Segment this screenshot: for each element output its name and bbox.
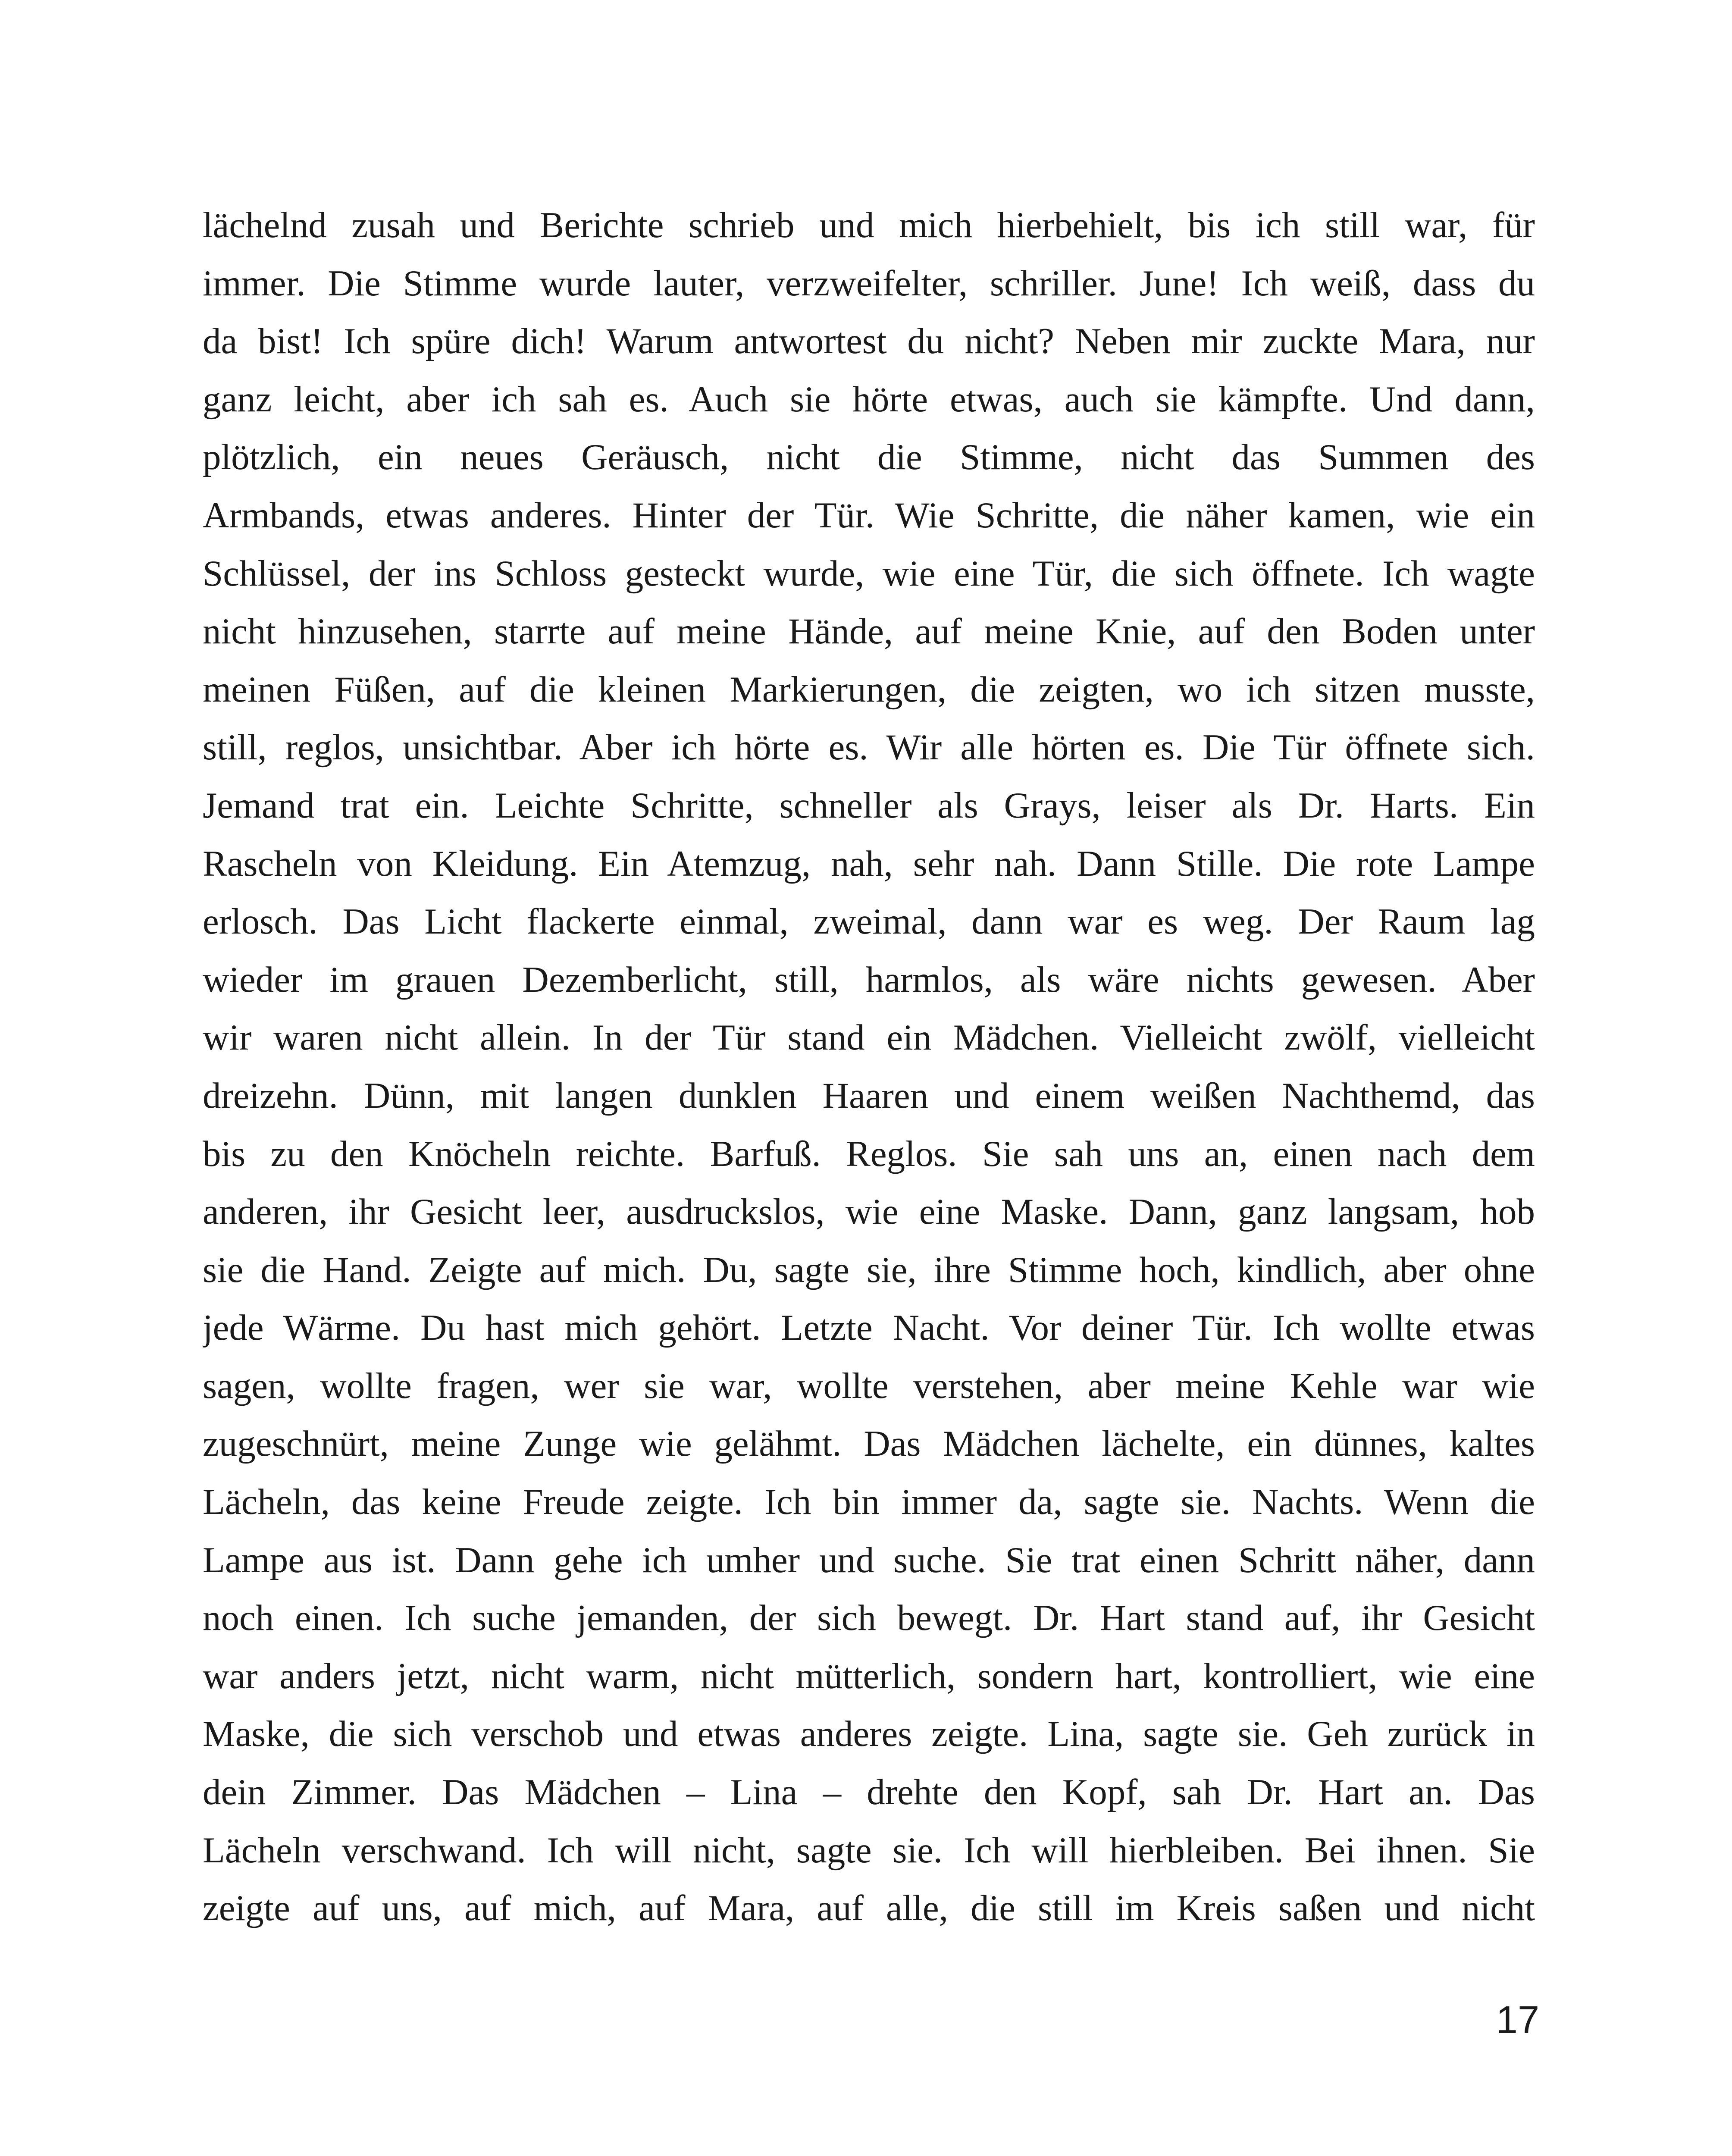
- text-line: ganz leicht, aber ich sah es. Auch sie hörte etwas, auch sie kämpfte. Und dann,: [203, 379, 1535, 420]
- page-number: 17: [1496, 1999, 1539, 2042]
- text-line: dreizehn. Dünn, mit langen dunklen Haaren und einem weißen Nachthemd, das: [203, 1075, 1535, 1116]
- text-line: erlosch. Das Licht flackerte einmal, zweimal, dann war es weg. Der Raum lag: [203, 901, 1535, 942]
- text-line: da bist! Ich spüre dich! Warum antwortest du nicht? Neben mir zuckte Mara, nur: [203, 321, 1535, 362]
- text-line: dein Zimmer. Das Mädchen – Lina – drehte den Kopf, sah Dr. Hart an. Das: [203, 1772, 1535, 1813]
- body-text: [203, 196, 1535, 1937]
- text-line: Lächeln, das keine Freude zeigte. Ich bin immer da, sagte sie. Nachts. Wenn die: [203, 1482, 1535, 1523]
- text-line: zeigte auf uns, auf mich, auf Mara, auf alle, die still im Kreis saßen und nicht: [203, 1888, 1535, 1929]
- text-line: Jemand trat ein. Leichte Schritte, schneller als Grays, leiser als Dr. Harts. Ein: [203, 785, 1535, 826]
- text-line: Lächeln verschwand. Ich will nicht, sagte sie. Ich will hierbleiben. Bei ihnen. Sie: [203, 1830, 1535, 1871]
- text-line: lächelnd zusah und Berichte schrieb und mich hierbehielt, bis ich still war, für: [203, 205, 1535, 245]
- text-line: meinen Füßen, auf die kleinen Markierungen, die zeigten, wo ich sitzen musste,: [203, 669, 1535, 710]
- text-line: Schlüssel, der ins Schloss gesteckt wurde, wie eine Tür, die sich öffnete. Ich wagte: [203, 553, 1535, 594]
- text-line: noch einen. Ich suche jemanden, der sich bewegt. Dr. Hart stand auf, ihr Gesicht: [203, 1598, 1535, 1639]
- text-line: nicht hinzusehen, starrte auf meine Hände, auf meine Knie, auf den Boden unter: [203, 611, 1535, 652]
- text-line: zugeschnürt, meine Zunge wie gelähmt. Das Mädchen lächelte, ein dünnes, kaltes: [203, 1423, 1535, 1464]
- text-line: still, reglos, unsichtbar. Aber ich hörte es. Wir alle hörten es. Die Tür öffnete sich.: [203, 727, 1535, 768]
- text-line: sie die Hand. Zeigte auf mich. Du, sagte sie, ihre Stimme hoch, kindlich, aber ohne: [203, 1249, 1535, 1290]
- text-line: plötzlich, ein neues Geräusch, nicht die Stimme, nicht das Summen des: [203, 437, 1535, 478]
- text-line: bis zu den Knöcheln reichte. Barfuß. Reglos. Sie sah uns an, einen nach dem: [203, 1133, 1535, 1174]
- text-line: wir waren nicht allein. In der Tür stand ein Mädchen. Vielleicht zwölf, vielleicht: [203, 1017, 1535, 1058]
- text-line: wieder im grauen Dezemberlicht, still, harmlos, als wäre nichts gewesen. Aber: [203, 959, 1535, 1000]
- text-line: sagen, wollte fragen, wer sie war, wollte verstehen, aber meine Kehle war wie: [203, 1365, 1535, 1406]
- text-line: Rascheln von Kleidung. Ein Atemzug, nah, sehr nah. Dann Stille. Die rote Lampe: [203, 843, 1535, 884]
- text-line: Lampe aus ist. Dann gehe ich umher und suche. Sie trat einen Schritt näher, dann: [203, 1539, 1535, 1580]
- text-line: jede Wärme. Du hast mich gehört. Letzte Nacht. Vor deiner Tür. Ich wollte etwas: [203, 1307, 1535, 1348]
- text-line: anderen, ihr Gesicht leer, ausdruckslos, wie eine Maske. Dann, ganz langsam, hob: [203, 1191, 1535, 1232]
- text-line: Armbands, etwas anderes. Hinter der Tür. Wie Schritte, die näher kamen, wie ein: [203, 495, 1535, 536]
- text-line: war anders jetzt, nicht warm, nicht mütterlich, sondern hart, kontrolliert, wie eine: [203, 1655, 1535, 1696]
- text-line: Maske, die sich verschob und etwas anderes zeigte. Lina, sagte sie. Geh zurück in: [203, 1714, 1535, 1755]
- text-line: immer. Die Stimme wurde lauter, verzweifelter, schriller. June! Ich weiß, dass du: [203, 263, 1535, 304]
